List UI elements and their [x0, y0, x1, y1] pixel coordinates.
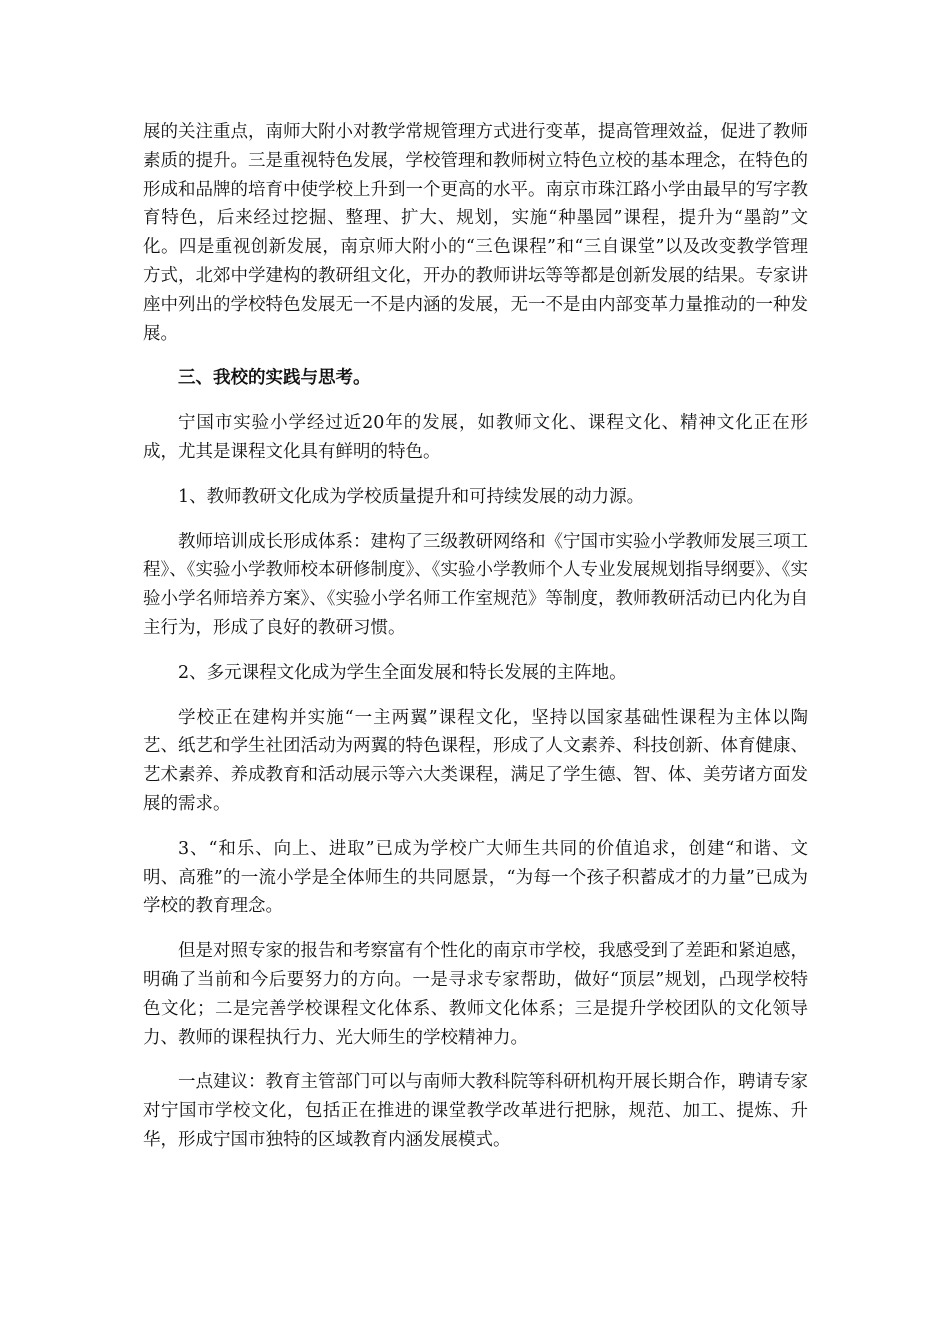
paragraph-intro: 宁国市实验小学经过近20年的发展，如教师文化、课程文化、精神文化正在形成，尤其是课程文化具有鲜明的特色。 — [143, 413, 808, 462]
paragraph-reflection: 但是对照专家的报告和考察富有个性化的南京市学校，我感受到了差距和紧迫感，明确了当前和今后要努力的方向。一是寻求专家帮助，做好“顶层”规划，凸现学校特色文化；二是完善学校课程文化体系、教师文化体系；三是提升学校团队的文化领导力、教师的课程执行力、光大师生的学校精神力。 — [143, 941, 808, 1048]
paragraph-suggestion: 一点建议：教育主管部门可以与南师大教科院等科研机构开展长期合作，聘请专家对宁国市学校文化，包括正在推进的课堂教学改革进行把脉，规范、加工、提炼、升华，形成宁国市独特的区域教育内涵发展模式。 — [143, 1072, 808, 1150]
point-2-title: 2、多元课程文化成为学生全面发展和特长发展的主阵地。 — [178, 662, 627, 683]
point-3: 3、“和乐、向上、进取”已成为学校广大师生共同的价值追求，创建“和谐、文明、高雅”的一流小学是全体师生的共同愿景，“为每一个孩子积蓄成才的力量”已成为学校的教育理念。 — [143, 838, 808, 917]
point-1-title: 1、教师教研文化成为学校质量提升和可持续发展的动力源。 — [178, 486, 645, 507]
section-heading: 三、我校的实践与思考。 — [178, 368, 371, 389]
point-1-body: 教师培训成长形成体系：建构了三级教研网络和《宁国市实验小学教师发展三项工程》、《实验小学教师校本研修制度》、《实验小学教师个人专业发展规划指导纲要》、《实验小学名师培养方案》、《实验小学名师工作室规范》等制度，教师教研活动已内化为自主行为，形成了良好的教研习惯。 — [143, 531, 808, 638]
document-page — [143, 118, 808, 1171]
point-2-body: 学校正在建构并实施“一主两翼”课程文化，坚持以国家基础性课程为主体以陶艺、纸艺和学生社团活动为两翼的特色课程，形成了人文素养、科技创新、体育健康、艺术素养、养成教育和活动展示等六大类课程，满足了学生德、智、体、美劳诸方面发展的需求。 — [143, 707, 808, 814]
paragraph-continuation: 展的关注重点，南师大附小对教学常规管理方式进行变革，提高管理效益，促进了教师素质的提升。三是重视特色发展，学校管理和教师树立特色立校的基本理念，在特色的形成和品牌的培育中使学校上升到一个更高的水平。南京市珠江路小学由最早的写字教育特色，后来经过挖掘、整理、扩大、规划，实施“种墨园”课程，提升为“墨韵”文化。四是重视创新发展，南京师大附小的“三色课程”和“三自课堂”以及改变教学管理方式，北郊中学建构的教研组文化，开办的教师讲坛等等都是创新发展的结果。专家讲座中列出的学校特色发展无一不是内涵的发展，无一不是由内部变革力量推动的一种发展。 — [143, 122, 808, 344]
